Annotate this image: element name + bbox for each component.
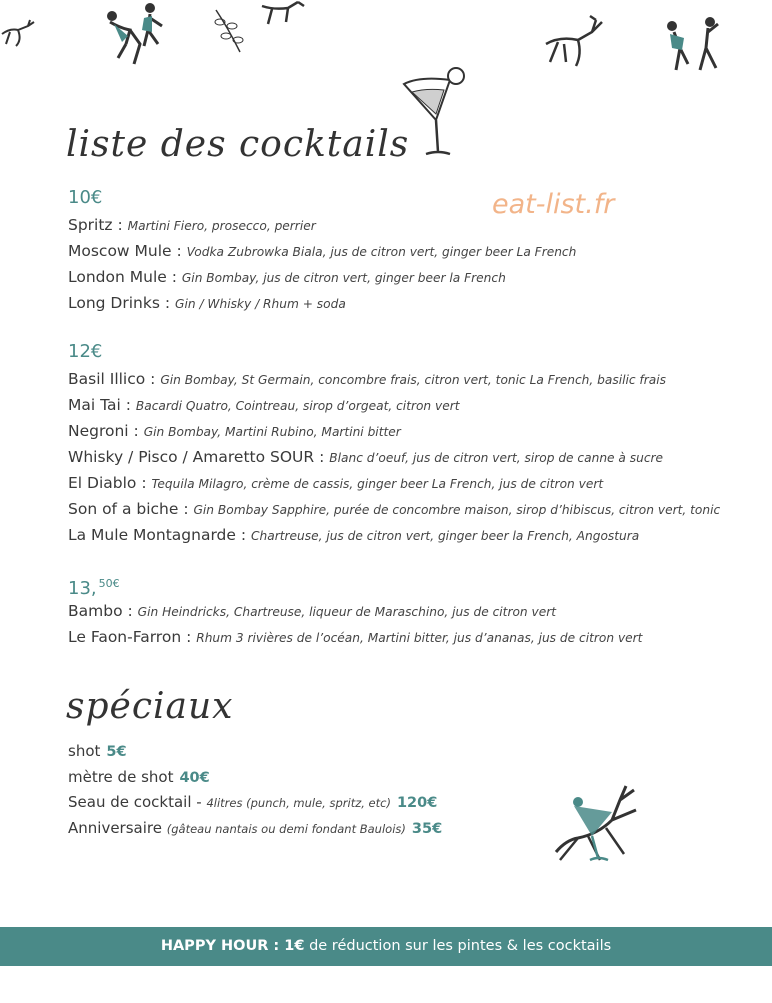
list-item: Moscow Mule : Vodka Zubrowka Biala, jus de citron vert, ginger beer La French (68, 242, 577, 260)
specials-section (68, 738, 758, 840)
list-item: Negroni : Gin Bombay, Martini Rubino, Martini bitter (68, 422, 401, 440)
list-item: London Mule : Gin Bombay, jus de citron vert, ginger beer la French (68, 268, 506, 286)
specials-title: spéciaux (66, 686, 234, 727)
price-section-13-50 (68, 570, 758, 650)
happy-hour-banner: HAPPY HOUR : 1€ de réduction sur les pintes & les cocktails (0, 927, 772, 966)
list-item: Seau de cocktail - 4litres (punch, mule, spritz, etc) 120€ (68, 793, 438, 811)
page-title: liste des cocktails (66, 124, 410, 165)
deer-icon (0, 12, 40, 52)
watermark-text: eat-list.fr (492, 189, 615, 220)
price-heading: 10€ (68, 187, 103, 208)
leaping-deer-icon (548, 780, 644, 866)
list-item: shot 5€ (68, 742, 127, 760)
dancing-couple-icon (660, 14, 726, 80)
list-item: Mai Tai : Bacardi Quatro, Cointreau, sirop d’orgeat, citron vert (68, 396, 460, 414)
list-item: Whisky / Pisco / Amaretto SOUR : Blanc d’oeuf, jus de citron vert, sirop de canne à sucre (68, 448, 664, 466)
list-item: Anniversaire (gâteau nantais ou demi fondant Baulois) 35€ (68, 818, 443, 837)
list-item: La Mule Montagnarde : Chartreuse, jus de citron vert, ginger beer la French, Angostura (68, 526, 640, 544)
deer-icon (258, 0, 308, 28)
price-section-12 (68, 338, 758, 548)
list-item: mètre de shot 40€ (68, 767, 210, 786)
dancing-couple-icon (86, 0, 176, 70)
leaf-sprig-icon (210, 6, 246, 56)
price-heading: 12€ (68, 341, 103, 362)
price-heading: 13, $^{50€}$ (68, 577, 120, 599)
list-item: Basil Illico : Gin Bombay, St Germain, concombre frais, citron vert, tonic La French, basilic frais (68, 370, 666, 388)
list-item: El Diablo : Tequila Milagro, crème de cassis, ginger beer La French, jus de citron vert (68, 474, 604, 492)
list-item: Spritz : Martini Fiero, prosecco, perrier (68, 216, 316, 234)
deer-icon (540, 14, 612, 70)
list-item: Le Faon-Farron : Rhum 3 rivières de l’océan, Martini bitter, jus d’ananas, jus de citron vert (68, 628, 643, 646)
list-item: Long Drinks : Gin / Whisky / Rhum + soda (68, 294, 346, 312)
list-item: Son of a biche : Gin Bombay Sapphire, purée de concombre maison, sirop d’hibiscus, citron vert, tonic (68, 500, 721, 518)
list-item: Bambo : Gin Heindricks, Chartreuse, liqueur de Maraschino, jus de citron vert (68, 602, 557, 620)
price-section-10 (68, 184, 758, 316)
